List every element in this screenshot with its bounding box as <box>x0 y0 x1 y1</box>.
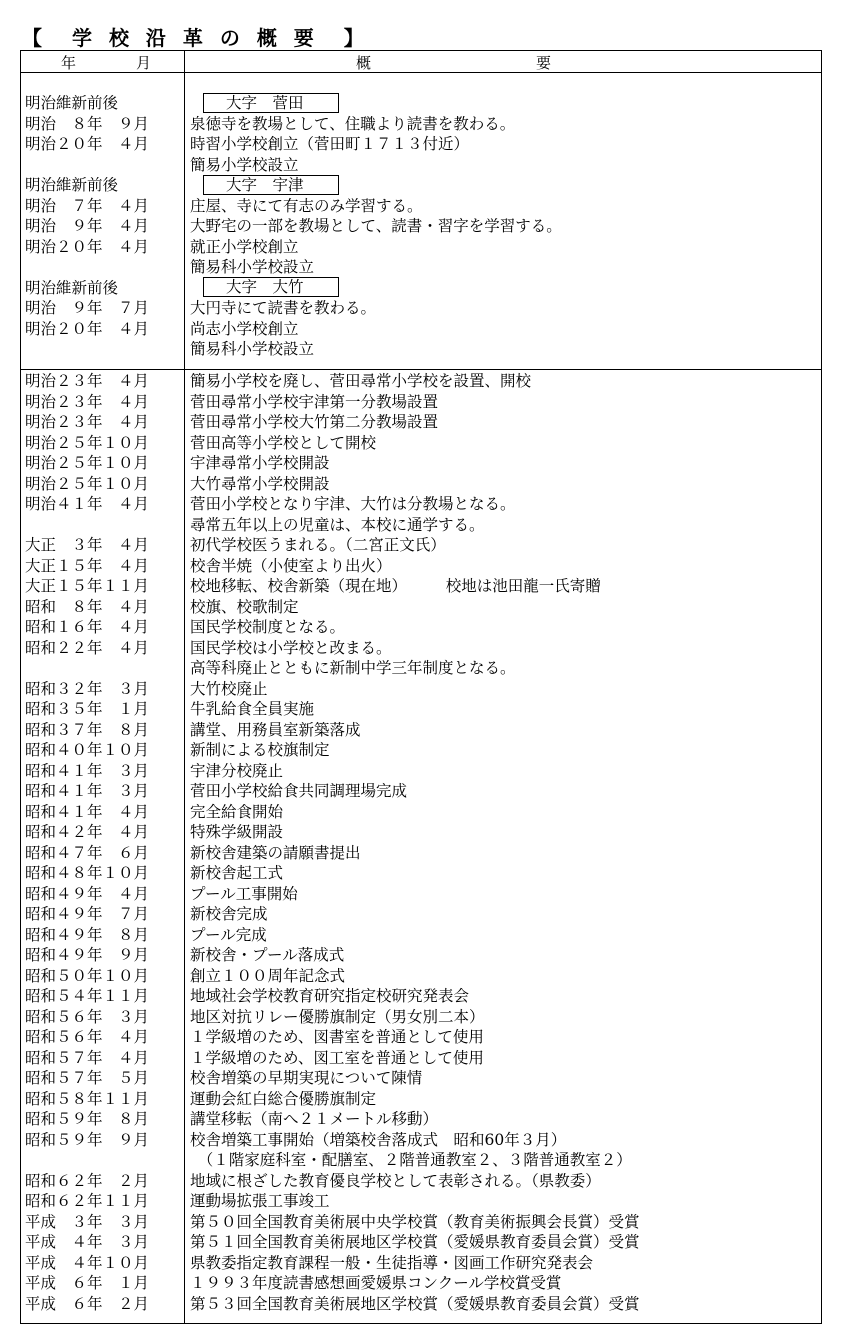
row-summary: 宇津尋常小学校開設 <box>190 454 330 472</box>
table-row <box>21 175 821 196</box>
table-row <box>21 114 821 135</box>
row-date: 昭和１６年 ４月 <box>25 618 150 636</box>
table-row <box>21 863 821 884</box>
row-date: 明治２３年 ４月 <box>25 413 150 431</box>
row-date: 明治２５年１０月 <box>25 454 150 472</box>
table-row <box>21 1212 821 1233</box>
row-date: 昭和６２年１１月 <box>25 1192 150 1210</box>
row-summary: 地域に根ざした教育優良学校として表彰される。（県教委） <box>190 1171 601 1190</box>
row-date: 明治２０年 ４月 <box>25 135 150 153</box>
table-row <box>21 93 821 114</box>
table-row <box>21 494 821 515</box>
row-date: 昭和４９年 ７月 <box>25 905 150 923</box>
row-date: 明治 ７年 ４月 <box>25 196 150 215</box>
row-date: 明治維新前後 <box>25 278 119 297</box>
row-date: 明治２３年 ４月 <box>25 372 150 390</box>
table-row <box>21 720 821 741</box>
row-summary: 簡易科小学校設立 <box>190 340 315 358</box>
table-row <box>21 1007 821 1028</box>
row-summary: 菅田小学校給食共同調理場完成 <box>190 782 408 800</box>
table-row <box>21 1048 821 1069</box>
row-date: 昭和 ８年 ４月 <box>25 597 150 616</box>
table-row <box>21 884 821 905</box>
table-row <box>21 371 821 392</box>
row-summary: 菅田高等小学校として開校 <box>190 433 377 452</box>
table-row <box>21 216 821 237</box>
row-summary: 校舎増築の早期実現について陳情 <box>190 1069 423 1087</box>
row-date: 明治２５年１０月 <box>25 433 150 452</box>
row-summary: 簡易小学校を廃し、菅田尋常小学校を設置、開校 <box>190 372 532 390</box>
row-date: 昭和４７年 ６月 <box>25 843 150 862</box>
row-date: 明治４１年 ４月 <box>25 495 150 513</box>
row-date: 昭和５７年 ５月 <box>25 1069 150 1087</box>
row-date: 明治 ８年 ９月 <box>25 114 150 133</box>
table-header <box>21 51 821 73</box>
row-date: 昭和４１年 ３月 <box>25 782 150 800</box>
row-summary: 第５１回全国教育美術展地区学校賞（愛媛県教育委員会賞）受賞 <box>190 1233 640 1251</box>
row-summary: 牛乳給食全員実施 <box>190 700 315 718</box>
row-date: 昭和４８年１０月 <box>25 864 150 882</box>
row-date: 昭和５４年１１月 <box>25 987 150 1005</box>
row-date: 昭和５８年１１月 <box>25 1089 150 1108</box>
table-row <box>21 699 821 720</box>
row-summary: 新校舎起工式 <box>190 864 284 882</box>
row-date: 昭和４９年 ９月 <box>25 946 150 964</box>
table-row <box>21 196 821 217</box>
row-date: 昭和３２年 ３月 <box>25 679 150 698</box>
row-date: 平成 ４年 ３月 <box>25 1233 150 1251</box>
row-date: 昭和６２年 ２月 <box>25 1171 150 1190</box>
table-row <box>21 556 821 577</box>
table-row <box>21 237 821 258</box>
table-row <box>21 822 821 843</box>
table-row <box>21 1150 821 1171</box>
row-summary: 第５０回全国教育美術展中央学校賞（教育美術振興会長賞）受賞 <box>190 1212 640 1231</box>
row-date: 昭和５６年 ３月 <box>25 1007 150 1026</box>
row-summary: 講堂移転（南へ２１メートル移動） <box>190 1110 439 1128</box>
table-row <box>21 433 821 454</box>
table-row <box>21 576 821 597</box>
table-row <box>21 904 821 925</box>
row-summary: 菅田尋常小学校宇津第一分教場設置 <box>190 392 439 411</box>
row-date: 昭和４０年１０月 <box>25 741 150 759</box>
row-summary: プール工事開始 <box>190 884 298 903</box>
row-summary: 校地移転、校舎新築（現在地） 校地は池田龍一氏寄贈 <box>190 577 601 595</box>
row-date: 平成 ６年 １月 <box>25 1274 150 1292</box>
table-row <box>21 802 821 823</box>
row-summary: 宇津分校廃止 <box>190 761 284 780</box>
table-row <box>21 1171 821 1192</box>
table-row <box>21 298 821 319</box>
row-date: 昭和４９年 ８月 <box>25 925 150 944</box>
row-summary: 初代学校医うまれる。（二宮正文氏） <box>190 536 446 554</box>
row-date: 昭和４２年 ４月 <box>25 823 150 841</box>
table-row <box>21 535 821 556</box>
table-row <box>21 1294 821 1315</box>
row-summary: 講堂、用務員室新築落成 <box>190 720 361 739</box>
village-label <box>203 277 339 297</box>
table-row <box>21 257 821 278</box>
row-summary: 大円寺にて読書を教わる。 <box>190 299 377 317</box>
table-row <box>21 134 821 155</box>
row-date: 昭和５６年 ４月 <box>25 1028 150 1046</box>
row-summary: （１階家庭科室・配膳室、２階普通教室２、３階普通教室２） <box>190 1151 632 1169</box>
table-row <box>21 1089 821 1110</box>
table-row <box>21 319 821 340</box>
row-summary: 尋常五年以上の児童は、本校に通学する。 <box>190 515 485 534</box>
row-date: 昭和４１年 ４月 <box>25 802 150 821</box>
table-row <box>21 1068 821 1089</box>
row-summary: 運動場拡張工事竣工 <box>190 1192 330 1210</box>
table-row <box>21 945 821 966</box>
row-summary: 泉徳寺を教場として、住職より読書を教わる。 <box>190 114 516 133</box>
table-row <box>21 925 821 946</box>
row-summary: 就正小学校創立 <box>190 237 299 256</box>
table-row <box>21 392 821 413</box>
row-date: 昭和３５年 １月 <box>25 700 150 718</box>
row-summary: 高等科廃止とともに新制中学三年制度となる。 <box>190 659 516 677</box>
row-summary: 菅田尋常小学校大竹第二分教場設置 <box>190 413 439 431</box>
row-summary: 簡易小学校設立 <box>190 155 299 174</box>
table-row <box>21 986 821 1007</box>
page-title: 【 学 校 沿 革 の 概 要 】 <box>22 26 369 50</box>
row-summary: 第５３回全国教育美術展地区学校賞（愛媛県教育委員会賞）受賞 <box>190 1294 640 1313</box>
row-summary: １９９３年度読書感想画愛媛県コンクール学校賞受賞 <box>190 1274 562 1292</box>
row-summary: 新校舎建築の請願書提出 <box>190 843 361 862</box>
row-summary: プール完成 <box>190 925 267 944</box>
village-label <box>203 93 339 113</box>
row-date: 大正１５年１１月 <box>25 577 150 595</box>
row-summary: １学級増のため、図工室を普通として使用 <box>190 1048 484 1067</box>
row-summary: 大竹校廃止 <box>190 679 268 698</box>
row-date: 明治２５年１０月 <box>25 474 150 493</box>
row-summary: 簡易科小学校設立 <box>190 258 315 276</box>
row-summary: 地区対抗リレー優勝旗制定（男女別二本） <box>190 1007 485 1026</box>
table-row <box>21 761 821 782</box>
row-date: 明治 ９年 ４月 <box>25 217 150 235</box>
row-date: 昭和５７年 ４月 <box>25 1048 150 1067</box>
table-row <box>21 658 821 679</box>
row-date: 明治維新前後 <box>25 176 119 194</box>
row-summary: 完全給食開始 <box>190 802 284 821</box>
row-date: 昭和３７年 ８月 <box>25 720 150 739</box>
table-row <box>21 966 821 987</box>
table-row <box>21 155 821 176</box>
row-date: 昭和２２年 ４月 <box>25 638 150 657</box>
table-row <box>21 412 821 433</box>
village-label-text: 大字 宇津 <box>226 175 304 194</box>
row-date: 明治２０年 ４月 <box>25 319 150 338</box>
row-summary: 大野宅の一部を教場として、読書・習字を学習する。 <box>190 217 562 235</box>
row-summary: 県教委指定教育課程一般・生徒指導・図画工作研究発表会 <box>190 1253 594 1272</box>
row-date: 明治 ９年 ７月 <box>25 299 150 317</box>
row-summary: 大竹尋常小学校開設 <box>190 474 330 493</box>
row-summary: 菅田小学校となり宇津、大竹は分教場となる。 <box>190 495 516 513</box>
row-summary: 新校舎完成 <box>190 905 268 923</box>
table-row <box>21 597 821 618</box>
row-summary: 庄屋、寺にて有志のみ学習する。 <box>190 196 423 215</box>
row-date: 昭和５０年１０月 <box>25 966 150 985</box>
table-row <box>21 453 821 474</box>
row-date: 昭和４９年 ４月 <box>25 884 150 903</box>
table-row <box>21 1253 821 1274</box>
row-summary: 特殊学級開設 <box>190 823 284 841</box>
row-date: 大正１５年 ４月 <box>25 556 150 575</box>
row-date: 平成 ３年 ３月 <box>25 1212 150 1231</box>
row-summary: 新校舎・プール落成式 <box>190 946 345 964</box>
village-label-text: 大字 菅田 <box>226 93 304 112</box>
row-date: 昭和５９年 ９月 <box>25 1130 150 1149</box>
row-summary: 尚志小学校創立 <box>190 319 299 338</box>
table-row <box>21 1273 821 1294</box>
village-label-text: 大字 大竹 <box>226 278 304 296</box>
row-summary: 時習小学校創立（菅田町１７１３付近） <box>190 135 470 153</box>
table-row <box>21 740 821 761</box>
table-row <box>21 617 821 638</box>
table-row <box>21 1191 821 1212</box>
row-date: 明治２０年 ４月 <box>25 237 150 256</box>
row-summary: 校旗、校歌制定 <box>190 597 299 616</box>
row-summary: 国民学校は小学校と改まる。 <box>190 638 392 657</box>
row-date: 平成 ６年 ２月 <box>25 1294 150 1313</box>
row-date: 大正 ３年 ４月 <box>25 536 150 554</box>
header-summary: 概 要 <box>356 54 552 72</box>
row-date: 昭和４１年 ３月 <box>25 761 150 780</box>
table-row <box>21 1027 821 1048</box>
row-date: 明治２３年 ４月 <box>25 392 150 411</box>
row-summary: 創立１００周年記念式 <box>190 966 346 985</box>
row-summary: 運動会紅白総合優勝旗制定 <box>190 1089 377 1108</box>
row-summary: 国民学校制度となる。 <box>190 618 346 636</box>
row-summary: 地域社会学校教育研究指定校研究発表会 <box>190 987 470 1005</box>
row-summary: 新制による校旗制定 <box>190 741 330 759</box>
table-row <box>21 1109 821 1130</box>
row-date: 平成 ４年１０月 <box>25 1253 150 1272</box>
table-row <box>21 781 821 802</box>
table-row <box>21 679 821 700</box>
table-row <box>21 1232 821 1253</box>
table-row <box>21 474 821 495</box>
row-summary: 校舎増築工事開始（増築校舎落成式 昭和60年３月） <box>190 1130 567 1149</box>
row-summary: １学級増のため、図書室を普通として使用 <box>190 1028 484 1046</box>
table-row <box>21 1130 821 1151</box>
table-row <box>21 339 821 360</box>
table-row <box>21 843 821 864</box>
row-date: 明治維新前後 <box>25 94 119 112</box>
table-row <box>21 278 821 299</box>
row-summary: 校舎半焼（小使室より出火） <box>190 556 392 575</box>
history-table <box>20 50 822 1324</box>
table-row <box>21 638 821 659</box>
row-date: 昭和５９年 ８月 <box>25 1110 150 1128</box>
village-label <box>203 175 339 195</box>
table-row <box>21 515 821 536</box>
section-divider <box>21 369 821 370</box>
header-year: 年 月 <box>61 54 152 72</box>
